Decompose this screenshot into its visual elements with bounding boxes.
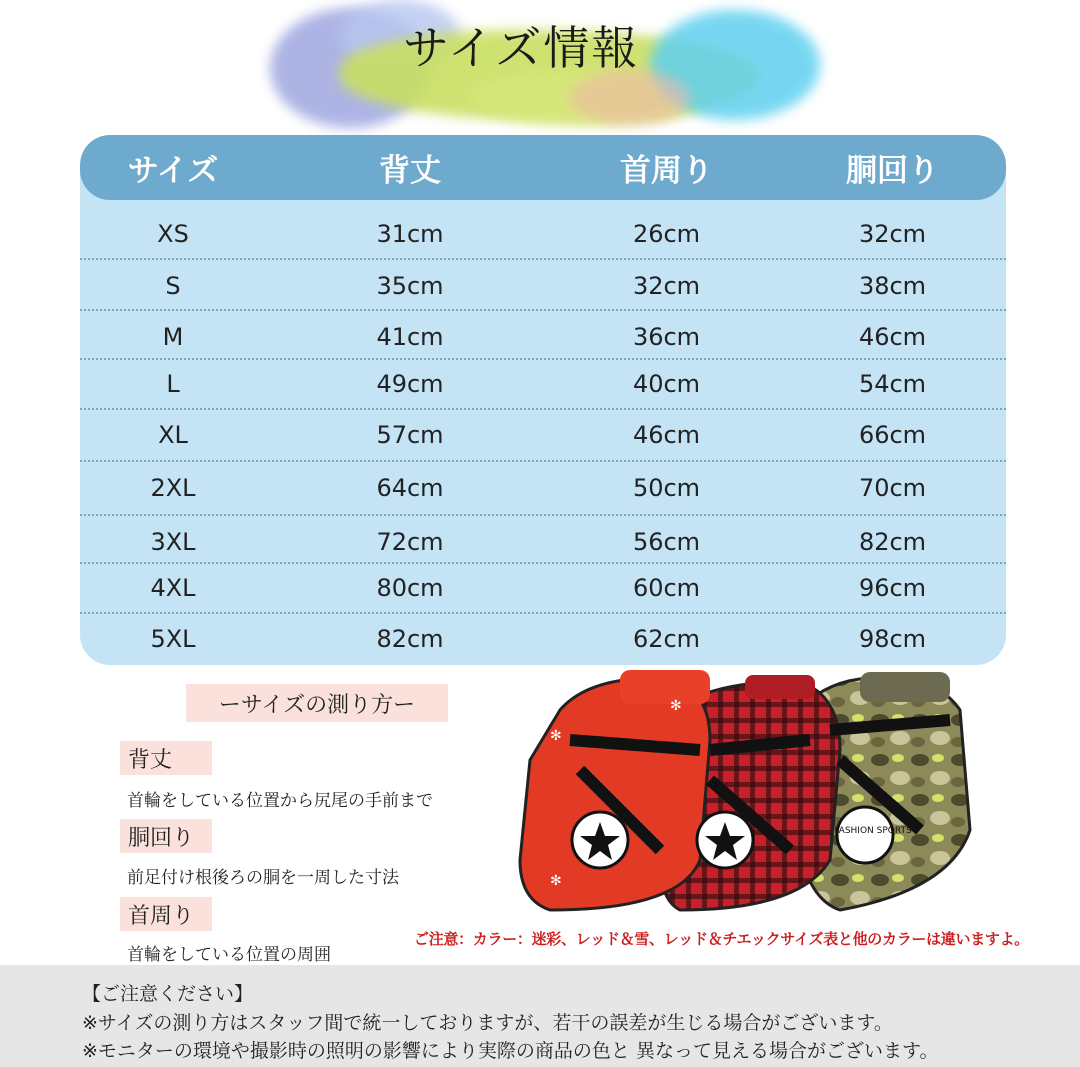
title-banner xyxy=(270,0,830,140)
cell-neck: 32cm xyxy=(632,272,701,300)
table-row xyxy=(80,210,1006,258)
desc-chest: 前足付け根後ろの胴を一周した寸法 xyxy=(127,868,399,888)
cell-back-length: 41cm xyxy=(376,323,444,351)
cell-back-length: 35cm xyxy=(376,272,444,300)
desc-neck: 首輪をしている位置の周囲 xyxy=(127,945,331,965)
cell-neck: 36cm xyxy=(632,323,701,351)
cell-chest: 32cm xyxy=(858,220,927,248)
table-row xyxy=(80,564,1006,612)
header-size: サイズ xyxy=(127,153,219,189)
note-line: ※サイズの測り方はスタッフ間で統一しておりますが、若干の誤差が生じる場合がございます。 xyxy=(82,1012,893,1034)
cell-back-length: 80cm xyxy=(376,574,444,602)
cell-back-length: 31cm xyxy=(376,220,444,248)
table-row xyxy=(80,411,1006,459)
header-neck: 首周り xyxy=(620,153,713,189)
table-row xyxy=(80,464,1006,512)
cell-chest: 66cm xyxy=(858,421,927,449)
cell-size: 2XL xyxy=(150,474,196,502)
cell-chest: 82cm xyxy=(858,528,927,556)
cell-size: XL xyxy=(158,421,188,449)
camo-collar xyxy=(860,672,950,702)
watercolor-decoration xyxy=(570,70,690,125)
table-row xyxy=(80,615,1006,663)
cell-neck: 26cm xyxy=(632,220,701,248)
cell-neck: 62cm xyxy=(632,625,701,653)
row-divider xyxy=(80,309,1006,311)
row-divider xyxy=(80,358,1006,360)
cell-chest: 54cm xyxy=(858,370,927,398)
cell-chest: 46cm xyxy=(858,323,927,351)
cell-chest: 98cm xyxy=(858,625,927,653)
measure-guide-heading: ーサイズの測り方ー xyxy=(186,684,448,722)
desc-back-length: 首輪をしている位置から尻尾の手前まで xyxy=(127,791,433,811)
cell-size: L xyxy=(166,370,180,398)
row-divider xyxy=(80,612,1006,614)
cell-size: M xyxy=(162,323,184,351)
red-collar xyxy=(620,670,710,704)
cell-size: 5XL xyxy=(150,625,196,653)
cell-back-length: 49cm xyxy=(376,370,444,398)
cell-neck: 56cm xyxy=(632,528,701,556)
row-divider xyxy=(80,562,1006,564)
table-header xyxy=(80,135,1006,200)
cell-chest: 70cm xyxy=(858,474,927,502)
header-chest: 胴回り xyxy=(846,153,939,189)
cell-neck: 40cm xyxy=(632,370,701,398)
row-divider xyxy=(80,408,1006,410)
cell-neck: 46cm xyxy=(632,421,701,449)
cell-size: XS xyxy=(157,220,189,248)
row-divider xyxy=(80,514,1006,516)
cell-back-length: 64cm xyxy=(376,474,444,502)
label-back-length: 背丈 xyxy=(120,741,212,775)
table-row xyxy=(80,518,1006,566)
label-chest: 胴回り xyxy=(120,819,212,853)
table-row xyxy=(80,262,1006,310)
cell-back-length: 82cm xyxy=(376,625,444,653)
plaid-collar xyxy=(745,675,815,699)
badge-text: FASHION SPORTS xyxy=(834,826,912,836)
cell-size: 3XL xyxy=(150,528,196,556)
size-table xyxy=(80,135,1006,665)
cell-size: 4XL xyxy=(150,574,196,602)
row-divider xyxy=(80,460,1006,462)
notes-panel xyxy=(0,965,1080,1067)
cell-chest: 96cm xyxy=(858,574,927,602)
table-row xyxy=(80,313,1006,361)
cell-back-length: 72cm xyxy=(376,528,444,556)
note-line: ※モニターの環境や撮影時の照明の影響により実際の商品の色と 異なって見える場合がございます。 xyxy=(82,1040,939,1062)
snowflake-icon: ✻ xyxy=(550,873,562,889)
color-notice: ご注意：カラー：迷彩、レッド＆雪、レッド＆チエックサイズ表と他のカラーは違いますよ。 xyxy=(414,930,1030,948)
cell-neck: 50cm xyxy=(632,474,701,502)
cell-size: S xyxy=(165,272,181,300)
label-neck: 首周り xyxy=(120,897,212,931)
header-back-length: 背丈 xyxy=(379,153,441,189)
snowflake-icon: ✻ xyxy=(670,698,682,714)
cell-neck: 60cm xyxy=(632,574,701,602)
dog-coats-image xyxy=(510,670,980,920)
notes-heading: 【ご注意ください】 xyxy=(82,983,254,1005)
snowflake-icon: ✻ xyxy=(550,728,562,744)
table-row xyxy=(80,360,1006,408)
cell-back-length: 57cm xyxy=(376,421,444,449)
page-title: サイズ情報 xyxy=(403,21,640,75)
row-divider xyxy=(80,258,1006,260)
cell-chest: 38cm xyxy=(858,272,927,300)
